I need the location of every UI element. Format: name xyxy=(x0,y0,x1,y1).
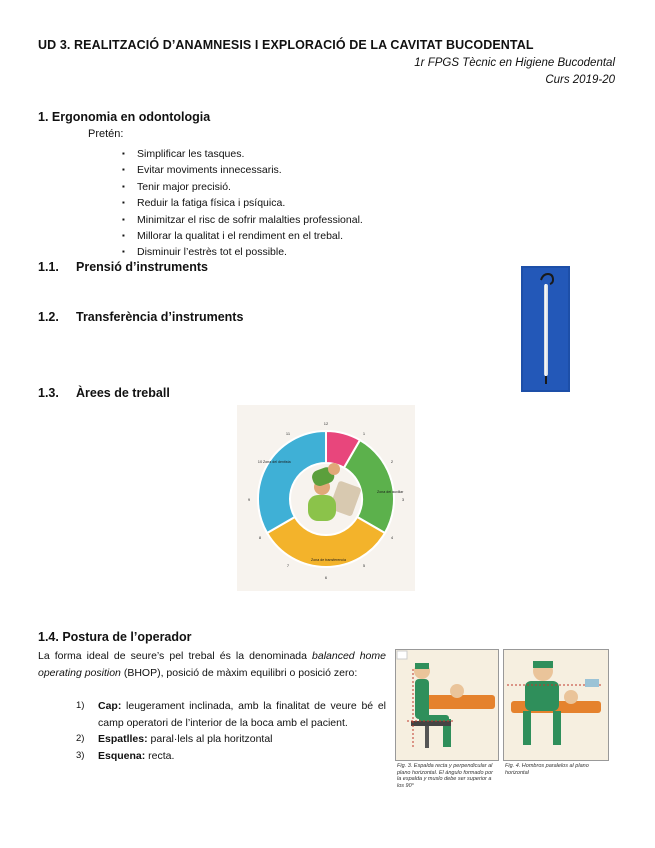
clock-label: 4 xyxy=(390,535,394,540)
figure-4-image xyxy=(503,649,609,761)
clock-label: 3 xyxy=(401,497,405,502)
zone-label-assistant: Zona del auxiliar xyxy=(377,490,404,494)
list-item: ▪ Millorar la qualitat i el rendiment en el trebal. xyxy=(122,228,363,244)
subsection-1-1: 1.1. Prensió d’instruments xyxy=(38,260,208,274)
clock-label: 8 xyxy=(258,535,262,540)
clock-label: 5 xyxy=(362,563,366,568)
zone-label-transfer: Zona de transferencia xyxy=(311,558,346,562)
work-areas-diagram xyxy=(237,405,415,591)
course-name: 1r FPGS Tècnic en Higiene Bucodental xyxy=(414,57,615,69)
clock-label: 6 xyxy=(324,575,328,580)
subsection-1-2: 1.2. Transferència d’instruments xyxy=(38,310,244,324)
section-1-heading: 1. Ergonomia en odontologia xyxy=(38,110,211,124)
dental-instrument-image xyxy=(521,266,570,392)
list-item: ▪ Tenir major precisió. xyxy=(122,179,363,195)
list-item: 3) Esquena: recta. xyxy=(76,749,175,762)
document-title: UD 3. REALITZACIÓ D’ANAMNESIS I EXPLORACIÓ DE LA CAVITAT BUCODENTAL xyxy=(38,38,534,52)
list-item: ▪ Evitar moviments innecessaris. xyxy=(122,162,363,178)
list-item: ▪ Reduir la fatiga física i psíquica. xyxy=(122,195,363,211)
section-1-intro: Pretén: xyxy=(88,128,124,140)
clock-label: 7 xyxy=(286,563,290,568)
clock-label: 9 xyxy=(247,497,251,502)
clock-label: 1 xyxy=(362,431,366,436)
clock-label: 10 xyxy=(257,459,263,464)
subsection-1-3: 1.3. Àrees de treball xyxy=(38,386,170,400)
figure-4-caption: Fig. 4. Hombros paralelos al plano horizontal xyxy=(505,763,589,776)
posture-paragraph: La forma ideal de seure’s pel trebal és la denominada balanced home operating position (BHOP), posició de màxim equilibri o posició zero: xyxy=(38,650,386,679)
posture-list xyxy=(76,698,386,764)
clock-label: 12 xyxy=(323,421,329,426)
list-item: 1) Cap: leugerament inclinada, amb la finalitat de veure bé el camp operatori de l’interior de la boca amb el pacient. xyxy=(76,700,386,729)
list-item: 2) Espatlles: paral·lels al pla horitzontal xyxy=(76,733,273,745)
posture-figures xyxy=(395,649,609,789)
clock-label: 2 xyxy=(390,459,394,464)
zone-label-doctor: Zona del dentista xyxy=(263,460,291,464)
figure-3-caption: Fig. 3. Espalda recta y perpendicular al plano horizontal. El ángulo formado por la espalda y muslo debe ser superior a los 90° xyxy=(397,763,494,789)
subsection-1-4-heading: 1.4. Postura de l’operador xyxy=(38,630,192,644)
figure-3-image xyxy=(395,649,499,761)
list-item: ▪ Simplificar les tasques. xyxy=(122,146,363,162)
list-item: ▪ Minimitzar el risc de sofrir malalties professional. xyxy=(122,212,363,228)
objectives-list xyxy=(122,146,363,261)
list-item: ▪ Disminuir l’estrès tot el possible. xyxy=(122,244,363,260)
clock-label: 11 xyxy=(285,431,291,436)
course-year: Curs 2019-20 xyxy=(545,74,615,86)
